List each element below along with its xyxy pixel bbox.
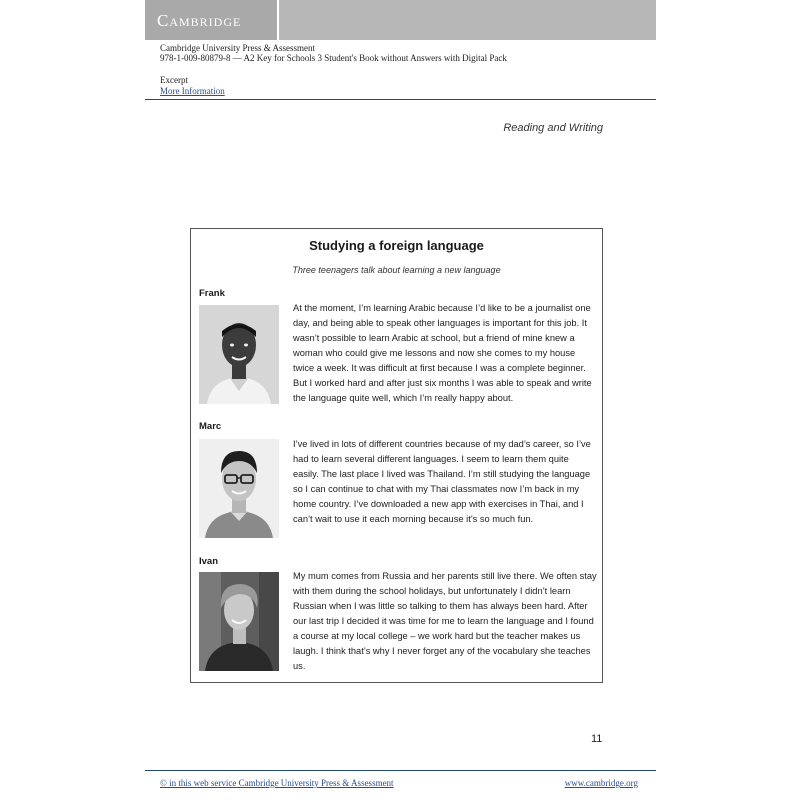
cambridge-logo: Cambridge: [157, 11, 242, 30]
footer-divider: [145, 770, 656, 771]
brand-logo-box[interactable]: [145, 0, 279, 40]
photo-ivan: [199, 572, 279, 671]
article-box: [190, 228, 603, 683]
paragraph-frank: At the moment, I’m learning Arabic because I’d like to be a journalist one day, and being able to speak other languages is important for this job. It wasn’t possible to learn Arabic at school, but a friend of mine knew a woman who could give me lessons and now she comes to my house twice a week. It was difficult at first because I was a complete beginner. But I worked hard and after just six months I was able to speak and write the language quite well, which I’m really happy about.: [293, 303, 592, 403]
excerpt-label: Excerpt: [160, 75, 188, 85]
publisher-line: Cambridge University Press & Assessment: [160, 43, 315, 53]
header-divider: [145, 99, 656, 100]
brand-band: [145, 0, 656, 40]
more-information-link[interactable]: More Information: [160, 86, 225, 96]
person-name-marc: Marc: [199, 421, 222, 432]
photo-frank: [199, 305, 279, 404]
copyright-link[interactable]: © in this web service Cambridge University Press & Assessment: [160, 778, 394, 788]
paragraph-marc: I’ve lived in lots of different countries because of my dad’s career, so I’ve had to learn several different languages. I seem to learn them quite easily. The last place I lived was Thailand. I’m still studying the language so I can continue to chat with my Thai classmates now I’m back in my home country. I’ve downloaded a new app with exercises in Thai, and I can’t wait to use it each morning because it’s so much fun.: [293, 439, 591, 524]
person-name-ivan: Ivan: [199, 556, 219, 567]
page-number: 11: [591, 733, 603, 745]
paragraph-ivan: My mum comes from Russia and her parents still live there. We often stay with them during the school holidays, but unfortunately I didn’t learn Russian when I was little so talking to them has always been hard. After our last trip I decided it was time for me to learn the language and I found a course at my local college – we work hard but the teacher makes us laugh. I think that’s why I never forget any of the vocabulary she teaches us.: [293, 571, 597, 671]
article-title: Studying a foreign language: [309, 238, 484, 253]
cambridge-site-link[interactable]: www.cambridge.org: [564, 778, 638, 788]
isbn-title-line: 978-1-009-80879-8 — A2 Key for Schools 3 Student's Book without Answers with Digital Pack: [160, 53, 507, 63]
person-name-frank: Frank: [199, 288, 225, 299]
photo-marc: [199, 439, 279, 538]
article-subtitle: Three teenagers talk about learning a new language: [292, 265, 501, 275]
section-label: Reading and Writing: [503, 122, 603, 134]
